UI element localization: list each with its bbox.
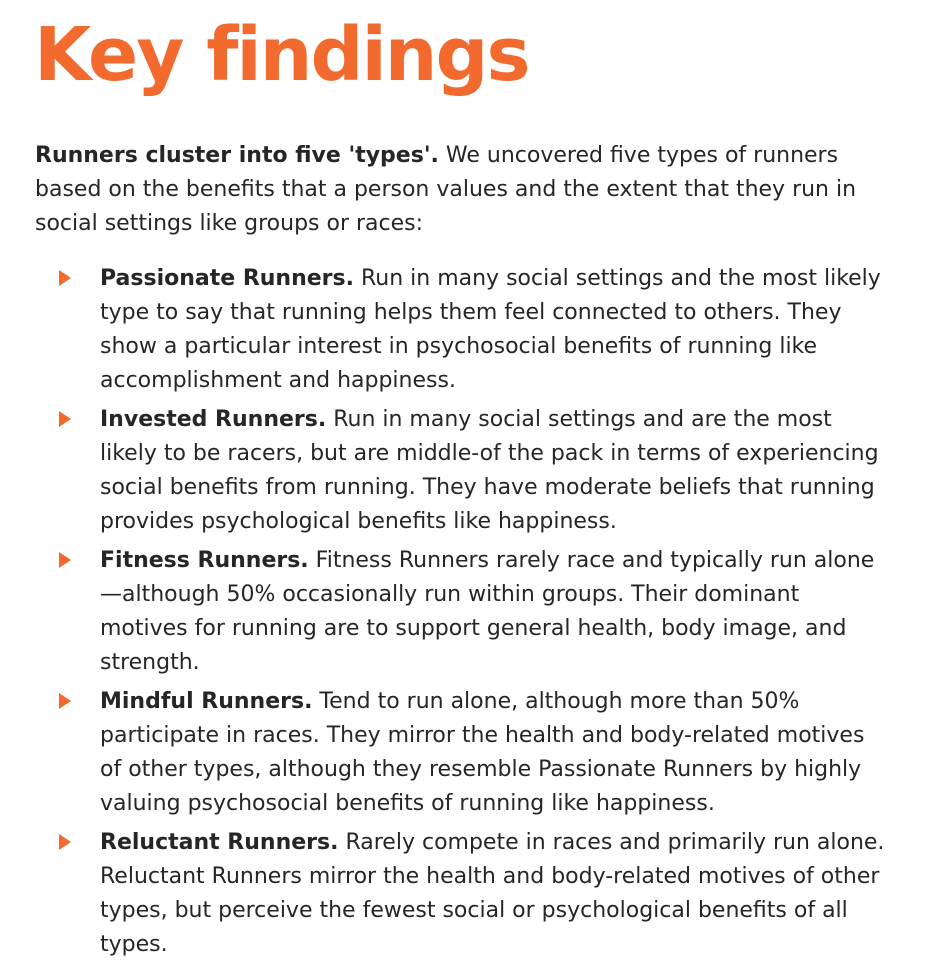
finding-text: Run in many social settings and the most likely type to say that running helps them feel connected to others. They show a particular interest in psychosocial benefits of running like accomplishment and happiness. (100, 266, 881, 393)
finding-passionate-runners (0, 262, 890, 398)
intro-paragraph (35, 139, 905, 241)
intro-lead: Runners cluster into five 'types'. (35, 143, 439, 168)
triangle-bullet-icon (59, 270, 71, 286)
finding-name: Fitness Runners. (100, 548, 309, 573)
triangle-bullet-icon (59, 693, 71, 709)
finding-text: Run in many social settings and are the most likely to be racers, but are middle-of the pack in terms of experiencing social benefits from running. They have moderate beliefs that running provides psychological benefits like happiness. (100, 407, 879, 534)
findings-list (0, 262, 929, 962)
finding-mindful-runners (0, 685, 890, 821)
triangle-bullet-icon (59, 411, 71, 427)
finding-text: Rarely compete in races and primarily run alone. Reluctant Runners mirror the health and body-related motives of other types, but perceive the fewest social or psychological benefits of all types. (100, 830, 885, 957)
finding-invested-runners (0, 403, 890, 539)
finding-name: Mindful Runners. (100, 689, 313, 714)
finding-reluctant-runners (0, 826, 890, 962)
page-title: Key findings (34, 12, 529, 98)
triangle-bullet-icon (59, 834, 71, 850)
finding-fitness-runners (0, 544, 890, 680)
finding-name: Invested Runners. (100, 407, 327, 432)
finding-name: Passionate Runners. (100, 266, 354, 291)
intro-text: We uncovered five types of runners based on the benefits that a person values and the extent that they run in social settings like groups or races: (35, 143, 857, 236)
finding-text: Fitness Runners rarely race and typically run alone—although 50% occasionally run within groups. Their dominant motives for running are to support general health, body image, and strength. (100, 548, 875, 675)
triangle-bullet-icon (59, 552, 71, 568)
finding-name: Reluctant Runners. (100, 830, 339, 855)
finding-text: Tend to run alone, although more than 50% participate in races. They mirror the health and body-related motives of other types, although they resemble Passionate Runners by highly valuing psychosocial benefits of running like happiness. (100, 689, 865, 816)
